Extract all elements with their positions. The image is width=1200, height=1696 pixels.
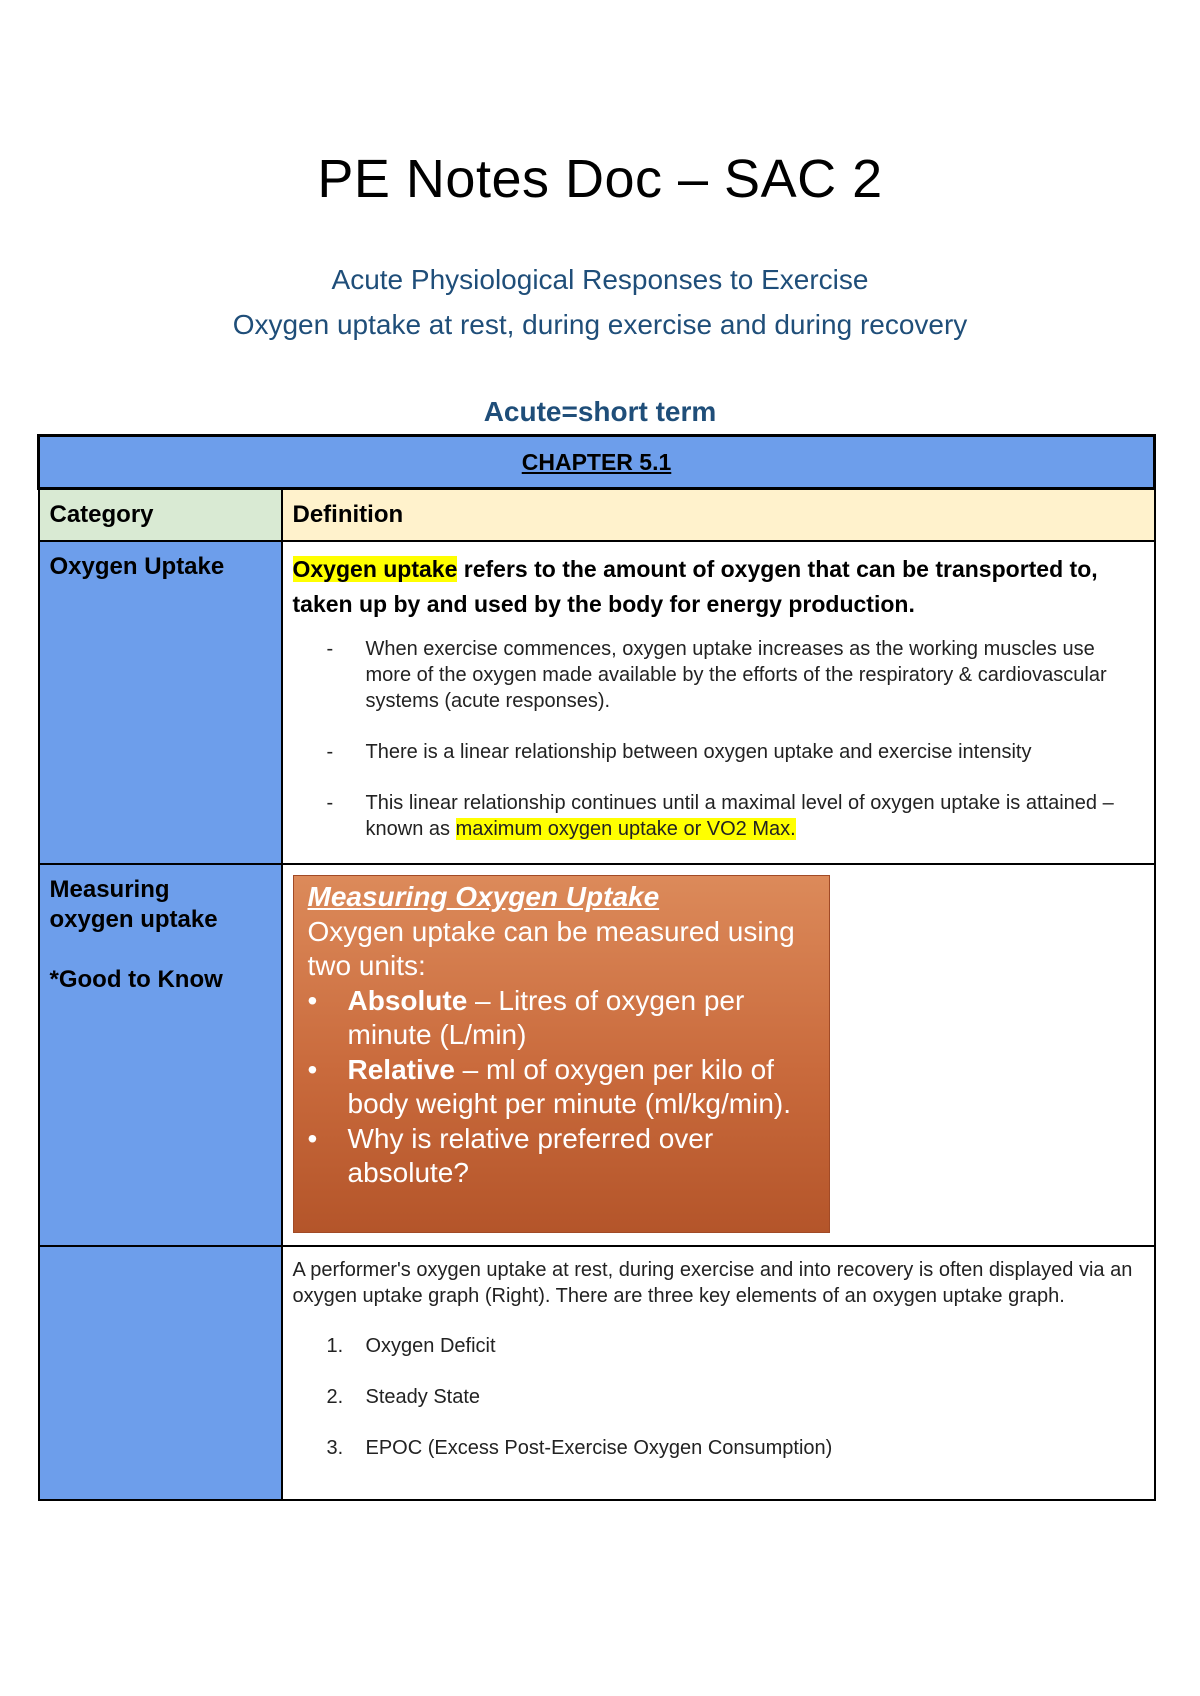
slide-image <box>293 875 830 1233</box>
list-number: 2. <box>326 1386 344 1408</box>
definition-text: refers to the amount of oxygen that can be transported to, taken up by and used by the body for energy production. <box>292 556 1098 617</box>
chapter-heading: CHAPTER 5.1 <box>39 436 1155 489</box>
bullet-marker: • <box>307 984 318 1016</box>
list-item <box>308 1053 819 1122</box>
slide-term: Relative <box>347 1053 455 1085</box>
bullet-marker: • <box>307 1053 318 1085</box>
table-row <box>39 1246 1155 1500</box>
subtitle-subtopic: Oxygen uptake at rest, during exercise and during recovery <box>232 309 968 340</box>
slide-text: Why is relative preferred over absolute? <box>347 1122 714 1188</box>
list-item <box>293 739 1142 765</box>
list-item <box>293 636 1142 714</box>
chapter-row <box>39 436 1155 489</box>
definition-bullets <box>293 636 1142 842</box>
category-cell <box>39 864 282 1246</box>
category-oxygen-uptake: Oxygen Uptake <box>49 553 225 580</box>
category-header: Category <box>39 489 282 542</box>
list-item <box>308 1122 819 1191</box>
bullet-marker: • <box>307 1122 318 1154</box>
highlighted-term: maximum oxygen uptake or VO2 Max. <box>455 818 796 840</box>
slide-term: Absolute <box>347 984 468 1016</box>
slide-bullets <box>308 984 819 1191</box>
notes-table <box>37 434 1156 1501</box>
list-item <box>293 1384 1142 1410</box>
bullet-text: This linear relationship continues until a maximal level of oxygen uptake is attained – known as <box>365 792 1114 840</box>
slide-intro: Oxygen uptake can be measured using two units: <box>307 915 795 981</box>
list-text: Oxygen Deficit <box>365 1335 496 1357</box>
definition-header: Definition <box>282 489 1155 542</box>
definition-lead <box>293 552 1142 622</box>
table-row <box>39 864 1155 1246</box>
list-item <box>293 1435 1142 1461</box>
category-cell-empty <box>39 1246 282 1500</box>
slide-text: – ml of oxygen per kilo of body weight per minute (ml/kg/min). <box>347 1053 792 1119</box>
dash-marker: - <box>326 638 334 660</box>
list-number: 3. <box>326 1437 344 1459</box>
list-item <box>308 984 819 1053</box>
category-cell <box>39 541 282 864</box>
graph-description: A performer's oxygen uptake at rest, during exercise and into recovery is often displayed via an oxygen uptake graph (Right). There are three key elements of an oxygen uptake graph. <box>292 1259 1133 1307</box>
list-text: EPOC (Excess Post-Exercise Oxygen Consumption) <box>365 1437 833 1459</box>
bullet-text: When exercise commences, oxygen uptake increases as the working muscles use more of the oxygen made available by the efforts of the respiratory & cardiovascular systems (acute responses). <box>365 638 1107 712</box>
subtitle-topic: Acute Physiological Responses to Exercise <box>331 264 869 295</box>
slide-text: – Litres of oxygen per minute (L/min) <box>347 984 745 1050</box>
highlighted-term: Oxygen uptake <box>292 556 458 582</box>
dash-marker: - <box>326 741 334 763</box>
list-number: 1. <box>326 1335 344 1357</box>
header-row <box>39 489 1155 542</box>
graph-elements-list <box>293 1333 1142 1461</box>
dash-marker: - <box>326 792 334 814</box>
list-item <box>293 1333 1142 1359</box>
definition-cell <box>282 541 1155 864</box>
definition-cell <box>282 864 1155 1246</box>
good-to-know-label: *Good to Know <box>49 966 223 993</box>
list-text: Steady State <box>365 1386 481 1408</box>
definition-cell <box>282 1246 1155 1500</box>
table-row <box>39 541 1155 864</box>
bullet-text: There is a linear relationship between oxygen uptake and exercise intensity <box>365 741 1032 763</box>
slide-title: Measuring Oxygen Uptake <box>307 881 660 912</box>
page-title: PE Notes Doc – SAC 2 <box>317 149 883 209</box>
list-item <box>293 790 1142 842</box>
category-measuring-oxygen-uptake: Measuring oxygen uptake <box>49 876 218 933</box>
acute-definition-note: Acute=short term <box>483 396 717 427</box>
